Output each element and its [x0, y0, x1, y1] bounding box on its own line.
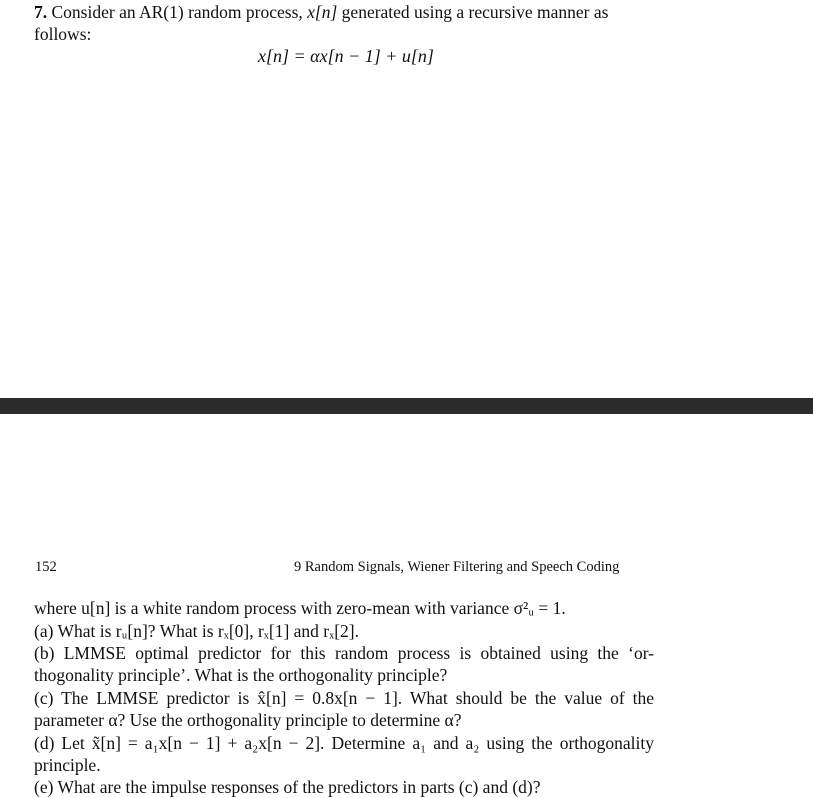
running-header: [0, 557, 813, 579]
text-line-part-c-cont: parameter α? Use the orthogonality principle to determine α?: [34, 710, 462, 730]
ar1-equation: x[n] = αx[n − 1] + u[n]: [258, 46, 434, 66]
page-number: 152: [35, 559, 57, 575]
text-line-part-d-cont: principle.: [34, 755, 101, 775]
problem-statement-line-2: follows:: [34, 24, 92, 44]
text-line-part-a: (a) What is rᵤ[n]? What is rₓ[0], rₓ[1] and rₓ[2].: [34, 621, 359, 641]
text-line-part-b-cont: thogonality principle’. What is the orthogonality principle?: [34, 665, 448, 685]
page-divider: [0, 398, 813, 414]
running-title: 9 Random Signals, Wiener Filtering and Speech Coding: [294, 559, 620, 575]
text-line-part-d: (d) Let x̃[n] = a₁x[n − 1] + a₂x[n − 2]. Determine a₁ and a₂ using the orthogonality: [34, 733, 654, 753]
text-line-part-e: (e) What are the impulse responses of the predictors in parts (c) and (d)?: [34, 777, 541, 797]
problem-intro-a: Consider an AR(1) random process,: [47, 2, 308, 22]
problem-intro-b: generated using a recursive manner as: [337, 2, 609, 22]
problem-number: 7.: [34, 2, 48, 22]
problem-statement-line-1: [34, 1, 608, 23]
problem-intro-variable: x[n]: [307, 2, 338, 22]
text-line-part-c: (c) The LMMSE predictor is x̂[n] = 0.8x[n − 1]. What should be the value of the: [34, 688, 654, 708]
text-line-where: where u[n] is a white random process with zero-mean with variance σ²ᵤ = 1.: [34, 598, 566, 618]
page-top-region: [0, 0, 813, 398]
text-line-part-b: (b) LMMSE optimal predictor for this random process is obtained using the ‘or-: [34, 643, 654, 663]
